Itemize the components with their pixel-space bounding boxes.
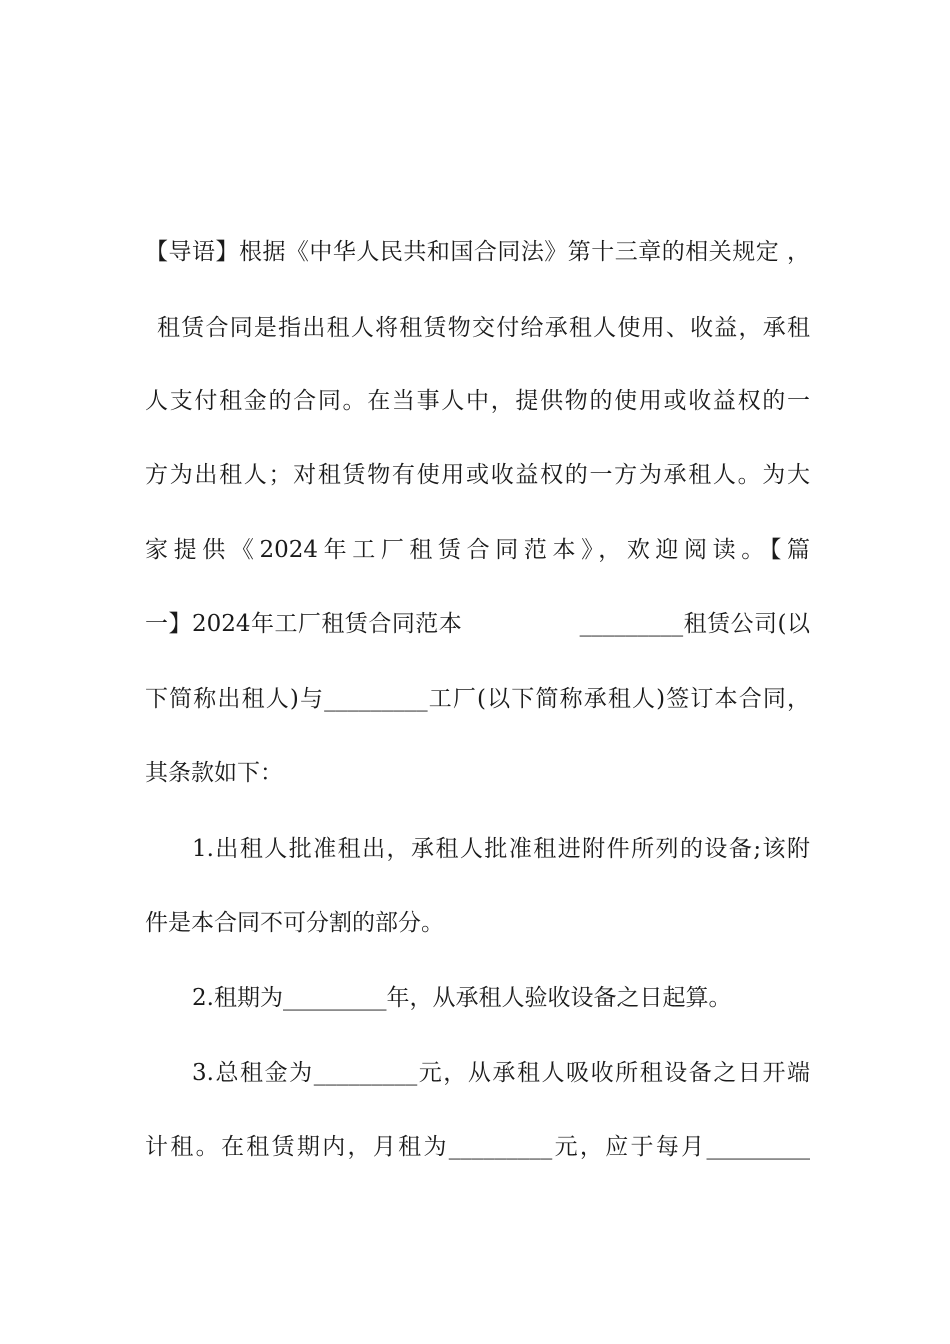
clause-line: 计租。在租赁期内，月租为_________元，应于每月_________ [145, 1134, 810, 1160]
paragraph-line: 方为出租人；对租赁物有使用或收益权的一方为承租人。为大 [145, 462, 810, 488]
paragraph-line: 其条款如下： [145, 760, 283, 786]
paragraph-line: 人支付租金的合同。在当事人中，提供物的使用或收益权的一 [145, 388, 810, 414]
paragraph-line: 家提供《2024年工厂租赁合同范本》，欢迎阅读。【篇 [145, 537, 810, 563]
paragraph-line: 【导语】根据《中华人民共和国合同法》第十三章的相关规定 ， [145, 239, 810, 265]
paragraph-line: 下简称出租人)与_________工厂(以下简称承租人)签订本合同， [145, 686, 810, 712]
clause-line: 1.出租人批准租出，承租人批准租进附件所列的设备;该附 [192, 836, 810, 862]
clause-line: 3.总租金为_________元，从承租人吸收所租设备之日开端 [192, 1060, 810, 1086]
clause-line: 件是本合同不可分割的部分。 [145, 910, 444, 936]
paragraph-line: 租赁合同是指出租人将租赁物交付给承租人使用、收益，承租 [157, 315, 810, 341]
paragraph-line: 一】2024年工厂租赁合同范本 _________租赁公司(以 [145, 611, 810, 637]
clause-line: 2.租期为_________年，从承租人验收设备之日起算。 [192, 985, 732, 1011]
